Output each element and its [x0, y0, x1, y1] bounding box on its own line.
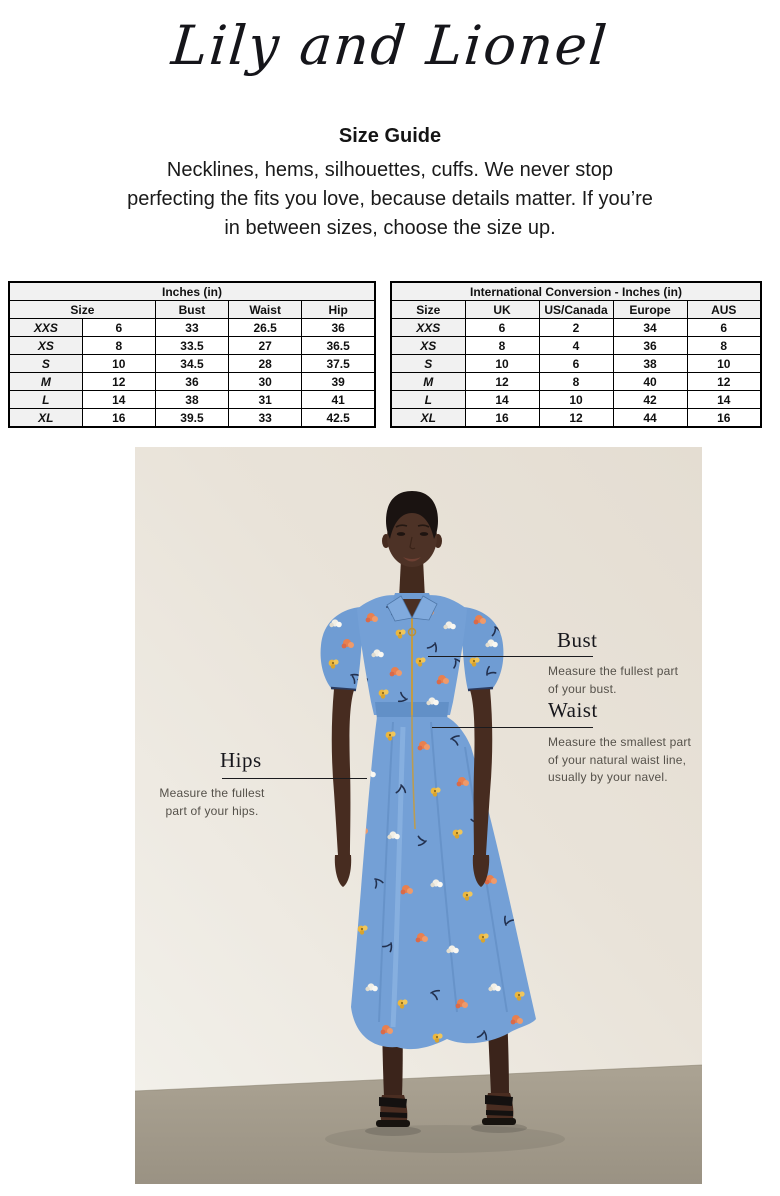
table-cell: 31 — [229, 391, 302, 409]
waist-pointer-line — [432, 727, 593, 728]
international-conversion-table — [390, 281, 762, 428]
size-label-cell: S — [9, 355, 82, 373]
column-header-size: Size — [9, 301, 155, 319]
table-cell: 27 — [229, 337, 302, 355]
bust-description: Measure the fullest part of your bust. — [548, 664, 679, 696]
intro-line: in between sizes, choose the size up. — [224, 217, 556, 239]
table-cell: 41 — [302, 391, 375, 409]
table-cell: 14 — [465, 391, 539, 409]
table-title: Inches (in) — [9, 282, 375, 301]
hips-label: Hips — [220, 748, 262, 772]
table-row — [391, 391, 761, 409]
table-cell: 33.5 — [155, 337, 228, 355]
table-cell: 28 — [229, 355, 302, 373]
table-cell: 10 — [82, 355, 155, 373]
table-cell: 16 — [465, 409, 539, 428]
table-cell: 36 — [613, 337, 687, 355]
size-label-cell: XS — [391, 337, 465, 355]
table-cell: 37.5 — [302, 355, 375, 373]
table-cell: 10 — [539, 391, 613, 409]
table-cell: 30 — [229, 373, 302, 391]
table-row — [9, 355, 375, 373]
table-cell: 33 — [155, 319, 228, 337]
table-header-row — [9, 301, 375, 319]
table-cell: 42.5 — [302, 409, 375, 428]
page-title: Size Guide — [338, 125, 442, 147]
table-cell: 6 — [82, 319, 155, 337]
inches-size-table — [8, 281, 376, 428]
table-cell: 40 — [613, 373, 687, 391]
table-cell: 34.5 — [155, 355, 228, 373]
size-label-cell: XL — [391, 409, 465, 428]
size-label-cell: XL — [9, 409, 82, 428]
table-cell: 2 — [539, 319, 613, 337]
size-label-cell: XXS — [9, 319, 82, 337]
intro-text — [0, 156, 780, 243]
table-cell: 8 — [687, 337, 761, 355]
column-header-bust: Bust — [155, 301, 228, 319]
table-cell: 33 — [229, 409, 302, 428]
size-label-cell: XS — [9, 337, 82, 355]
table-cell: 8 — [465, 337, 539, 355]
table-cell: 4 — [539, 337, 613, 355]
table-cell: 42 — [613, 391, 687, 409]
waist-description: Measure the smallest part of your natural waist line, usually by your navel. — [548, 735, 692, 784]
table-cell: 12 — [82, 373, 155, 391]
intro-line: perfecting the fits you love, because details matter. If you’re — [127, 188, 653, 210]
table-row — [9, 373, 375, 391]
size-label-cell: S — [391, 355, 465, 373]
table-cell: 8 — [82, 337, 155, 355]
column-header-aus: AUS — [687, 301, 761, 319]
table-cell: 6 — [465, 319, 539, 337]
table-cell: 8 — [539, 373, 613, 391]
size-label-cell: L — [9, 391, 82, 409]
table-title-row — [9, 282, 375, 301]
bust-pointer-line — [428, 656, 593, 657]
table-row — [391, 319, 761, 337]
table-cell: 39.5 — [155, 409, 228, 428]
table-header-row — [391, 301, 761, 319]
table-cell: 12 — [687, 373, 761, 391]
table-cell: 34 — [613, 319, 687, 337]
table-cell: 6 — [539, 355, 613, 373]
waist-label: Waist — [548, 698, 598, 722]
hips-pointer-line — [222, 778, 367, 779]
intro-line: Necklines, hems, silhouettes, cuffs. We never stop — [166, 159, 614, 181]
table-cell: 39 — [302, 373, 375, 391]
table-cell: 26.5 — [229, 319, 302, 337]
table-cell: 16 — [82, 409, 155, 428]
table-cell: 36 — [302, 319, 375, 337]
table-row — [9, 391, 375, 409]
table-cell: 10 — [465, 355, 539, 373]
table-row — [9, 409, 375, 428]
table-cell: 12 — [465, 373, 539, 391]
bust-label: Bust — [557, 628, 598, 652]
table-title-row — [391, 282, 761, 301]
table-cell: 6 — [687, 319, 761, 337]
column-header-us-canada: US/Canada — [539, 301, 613, 319]
size-label-cell: XXS — [391, 319, 465, 337]
column-header-waist: Waist — [229, 301, 302, 319]
table-cell: 10 — [687, 355, 761, 373]
table-cell: 12 — [539, 409, 613, 428]
table-row — [391, 409, 761, 428]
column-header-europe: Europe — [613, 301, 687, 319]
brand-logo: Lily and Lionel — [169, 14, 611, 77]
table-title: International Conversion - Inches (in) — [391, 282, 761, 301]
table-cell: 14 — [687, 391, 761, 409]
table-cell: 16 — [687, 409, 761, 428]
floor-shadow — [325, 1125, 565, 1153]
model-photo — [135, 447, 702, 1184]
table-cell: 14 — [82, 391, 155, 409]
table-cell: 36.5 — [302, 337, 375, 355]
table-row — [391, 337, 761, 355]
table-cell: 36 — [155, 373, 228, 391]
table-cell: 44 — [613, 409, 687, 428]
column-header-uk: UK — [465, 301, 539, 319]
hips-description: Measure the fullest part of your hips. — [159, 786, 265, 818]
table-cell: 38 — [613, 355, 687, 373]
table-cell: 38 — [155, 391, 228, 409]
table-row — [9, 337, 375, 355]
column-header-size: Size — [391, 301, 465, 319]
table-row — [391, 373, 761, 391]
table-row — [9, 319, 375, 337]
size-label-cell: L — [391, 391, 465, 409]
size-label-cell: M — [391, 373, 465, 391]
size-label-cell: M — [9, 373, 82, 391]
column-header-hip: Hip — [302, 301, 375, 319]
table-row — [391, 355, 761, 373]
